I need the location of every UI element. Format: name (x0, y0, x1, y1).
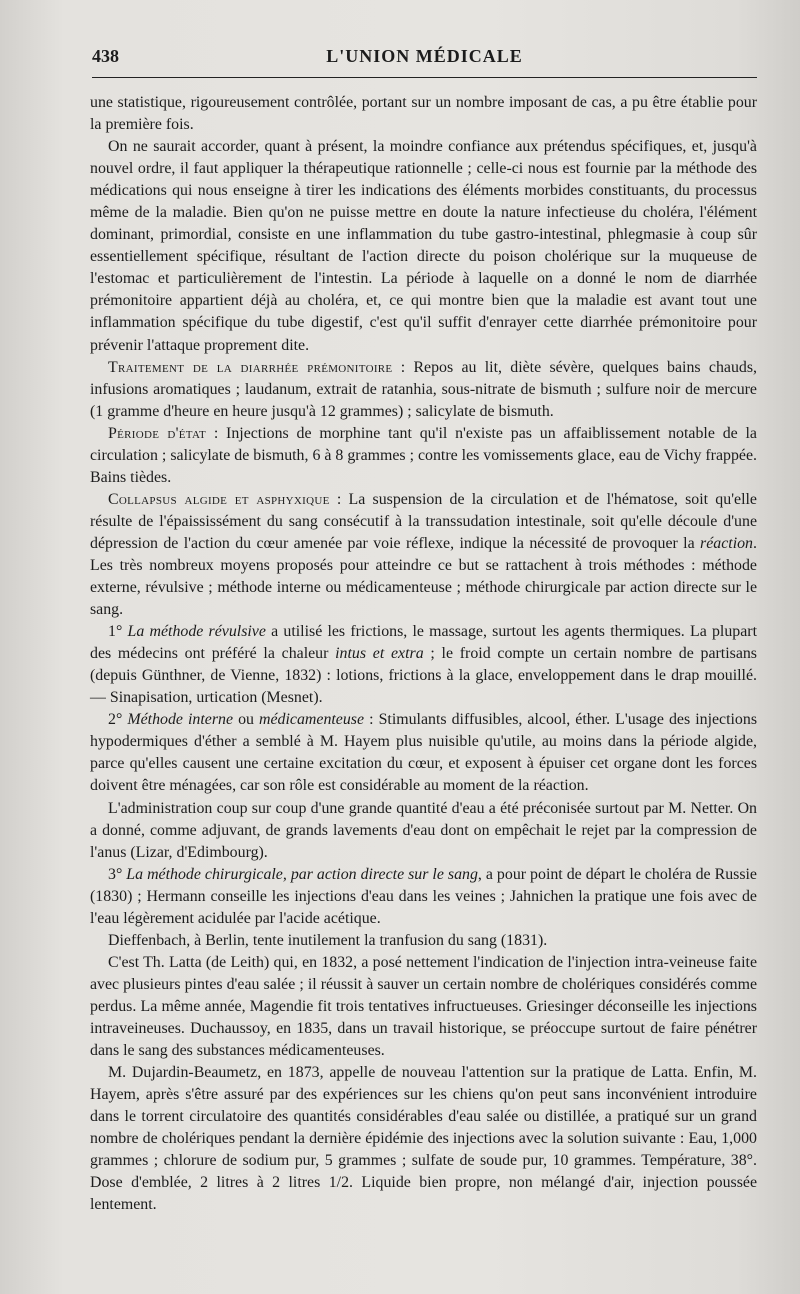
text-run: Dieffenbach, à Berlin, tente inutilement la tranfusion du sang (1831). (108, 931, 548, 949)
paragraph-p6 (90, 621, 757, 709)
text-run: a utilisé les frictions, le massage, surtout les agents thermiques. La plupart des médecins ont préféré la chaleur (90, 623, 757, 663)
text-run: 1° (108, 623, 128, 641)
italic-text: réaction (700, 534, 754, 552)
page-number: 438 (92, 46, 119, 66)
text-run: : Injections de morphine tant qu'il n'existe pas un affaiblissement notable de la circulation ; salicylate de bismuth, 6 à 8 grammes ; contre les vomissements glace, eau de Vichy frappée. Bains tièdes. (90, 424, 757, 486)
italic-text: Méthode interne (127, 711, 234, 729)
text-run: : Repos au lit, diète sévère, quelques bains chauds, infusions aromatiques ; laudanum, extrait de ratanhia, sous-nitrate de bismuth ; sulfure noir de mercure (1 gramme d'heure en heure jusqu'à 12 grammes) ; salicylate de bismuth. (90, 358, 757, 420)
text-run: : Stimulants diffusibles, alcool, éther. L'usage des injections hypodermiques d'éther a semblé à M. Hayem plus nuisible qu'utile, au moins dans la période algide, parce qu'elles causent une certaine excitation du cœur, et exposent à épuiser cet organe dont les forces doivent être ménagées, car son rôle est considérable au moment de la réaction. (90, 711, 758, 795)
paragraph-p1 (90, 92, 757, 136)
paragraph-p5 (90, 489, 757, 621)
paragraph-p10 (90, 930, 757, 952)
text-run: 2° (108, 711, 128, 729)
paragraph-p2 (90, 136, 757, 356)
header-rule (92, 77, 757, 78)
text-run: M. Dujardin-Beaumetz, en 1873, appelle de nouveau l'attention sur la pratique de Latta. Enfin, M. Hayem, après s'être assuré par des expériences sur les chiens qu'on peut sans inconvénient introduire dans le torrent circulatoire des quantités considérables d'eau salée ou distillée, a pratiqué sur un grand nombre de cholériques pendant la dernière épidémie des injections avec la solution suivante : Eau, 1,000 grammes ; chlorure de sodium pur, 5 grammes ; sulfate de soude pur, 10 grammes. Température, 38°. Dose d'emblée, 2 litres à 2 litres 1/2. Liquide bien propre, non mélangé d'air, injection poussée lentement. (90, 1064, 757, 1214)
text-run: une statistique, rigoureusement contrôlée, portant sur un nombre imposant de cas, a pu être établie pour la première fois. (90, 94, 757, 134)
italic-text: La méthode chirurgicale, par action directe sur le sang (126, 865, 478, 883)
italic-text: intus et extra (335, 645, 424, 663)
text-run: 3° (108, 865, 127, 883)
text-run: . Les très nombreux moyens proposés pour atteindre ce but se rattachent à trois méthodes : méthode externe, révulsive ; méthode interne ou médicamenteuse ; méthode chirurgicale par action directe sur le sang. (90, 534, 757, 619)
text-run: L'administration coup sur coup d'une grande quantité d'eau a été préconisée surtout par M. Netter. On a donné, comme adjuvant, de grands lavements d'eau dont on empêchait le rejet par la compression de l'anus (Lizar, d'Edimbourg). (90, 799, 757, 861)
italic-text: médicamenteuse (259, 711, 365, 729)
page-header (92, 46, 757, 72)
paragraph-p9 (90, 864, 757, 930)
paragraph-p8 (90, 798, 757, 864)
section-heading: Traitement de la diarrhée prémonitoire (108, 358, 393, 376)
text-run: ; le froid compte un certain nombre de partisans (depuis Günthner, de Vienne, 1832) : lotions, frictions à la glace, enveloppement dans le drap mouillé. — Sinapisation, urtication (Mesnet). (90, 645, 757, 707)
paragraph-p3 (90, 357, 757, 423)
text-run: , a pour point de départ le choléra de Russie (1830) ; Hermann conseille les injections d'eau dans les veines ; Jahnichen la pratique une fois avec de l'eau légèrement acidulée par l'acide acétique. (90, 865, 757, 927)
paragraph-p11 (90, 952, 757, 1062)
section-heading: Période d'état (108, 424, 206, 442)
paragraph-p7 (90, 709, 757, 797)
section-heading: Collapsus algide et asphyxique (108, 490, 330, 508)
paragraph-p12 (90, 1062, 757, 1216)
italic-text: La méthode révulsive (127, 623, 266, 641)
running-title: L'UNION MÉDICALE (326, 46, 523, 66)
text-run: : La suspension de la circulation et de l'hématose, soit qu'elle résulte de l'épaississément du sang consécutif à la transsudation intestinale, soit qu'elle découle d'une dépression de l'action du cœur amenée par voie réflexe, indique la nécessité de provoquer la (90, 490, 757, 552)
text-run: ou (233, 711, 260, 729)
paragraph-p4 (90, 423, 757, 489)
text-run: C'est Th. Latta (de Leith) qui, en 1832, a posé nettement l'indication de l'injection intra-veineuse faite avec plusieurs pintes d'eau salée ; il réussit à sauver un certain nombre de cholériques considérés comme perdus. La même année, Magendie fit trois tentatives infructueuses. Griesinger déconseille les injections intraveineuses. Duchaussoy, en 1835, dans un travail historique, se préoccupe surtout de faire pénétrer dans le sang des substances médicamenteuses. (90, 953, 757, 1060)
text-run: On ne saurait accorder, quant à présent, la moindre confiance aux prétendus spécifiques, et, jusqu'à nouvel ordre, il faut appliquer la thérapeutique rationnelle ; celle-ci nous est fournie par la méthode des médications qui nous enseigne à tirer les indications des éléments morbides constituants, du processus même de la maladie. Bien qu'on ne puisse mettre en doute la nature infectieuse du choléra, l'élément dominant, primordial, consiste en une inflammation du tube gastro-intestinal, phlegmasie à coup sûr essentiellement spécifique, résultant de l'action directe du poison cholérique sur la muqueuse de l'estomac et particulièrement de l'intestin. La période à laquelle on a donné le nom de diarrhée prémonitoire appartient déjà au choléra, et, ce qui montre bien que la maladie est avant tout une inflammation spécifique du tube digestif, c'est qu'il suffit d'enrayer cette diarrhée prémonitoire pour prévenir l'attaque proprement dite. (90, 138, 757, 354)
body-text (90, 92, 757, 1216)
